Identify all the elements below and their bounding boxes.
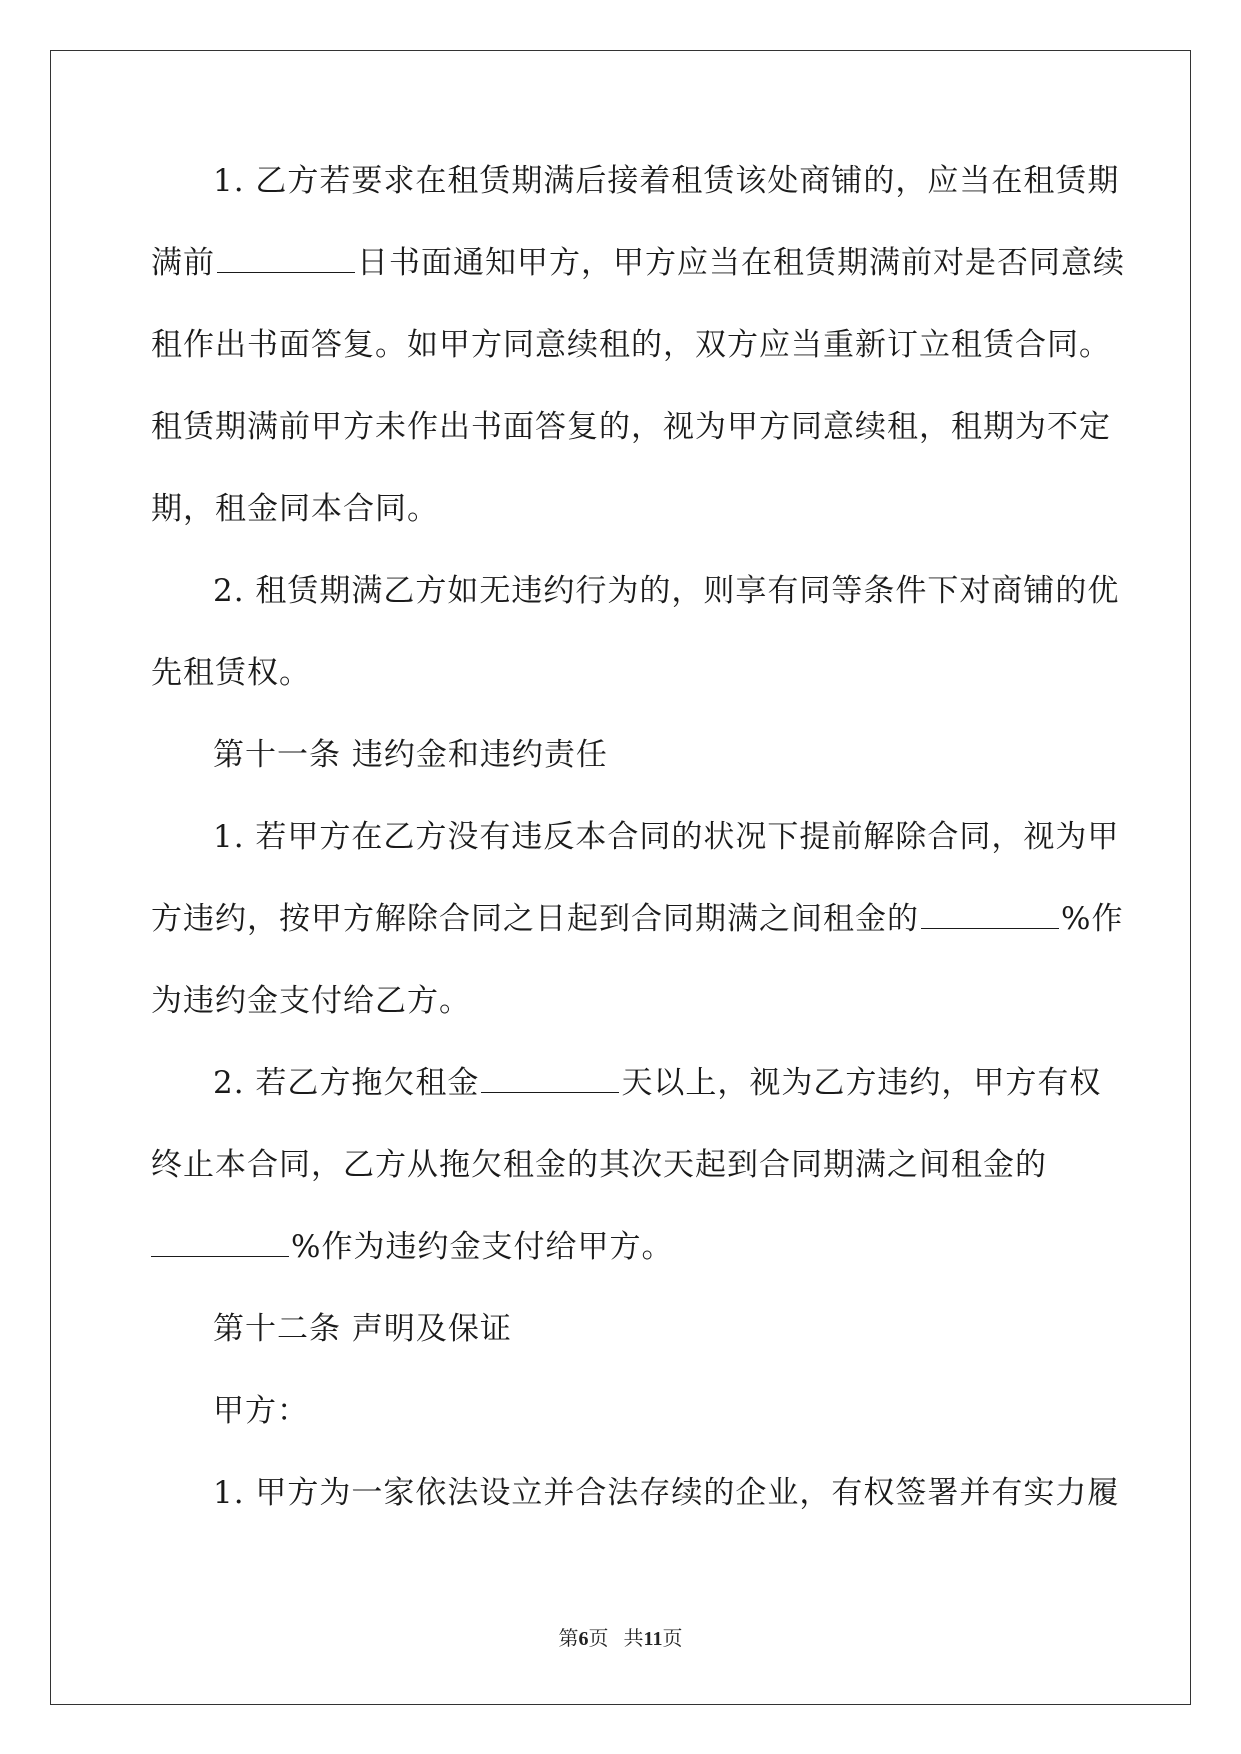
text-fragment: 2. 若乙方拖欠租金 (213, 1065, 480, 1101)
paragraph-line: 终止本合同，乙方从拖欠租金的其次天起到合同期满之间租金的 (151, 1147, 1047, 1183)
paragraph-line (151, 242, 1125, 324)
fill-blank[interactable] (481, 1062, 619, 1093)
footer-text: 第 (558, 1628, 579, 1650)
text-fragment: 方违约，按甲方解除合同之日起到合同期满之间租金的 (151, 901, 919, 937)
paragraph-line: 为违约金支付给乙方。 (151, 983, 471, 1019)
paragraph-line (151, 1226, 1091, 1308)
fill-blank[interactable] (217, 242, 355, 273)
paragraph-line (151, 1062, 1102, 1144)
fill-blank[interactable] (921, 898, 1059, 929)
page-number: 6 (578, 1628, 589, 1650)
article-heading: 第十二条 声明及保证 (213, 1311, 512, 1347)
text-fragment: 天以上，视为乙方违约，甲方有权 (621, 1065, 1102, 1101)
footer-text: 页 (662, 1628, 683, 1650)
party-label: 甲方： (213, 1393, 309, 1429)
paragraph-line: 1. 若甲方在乙方没有违反本合同的状况下提前解除合同，视为甲 (213, 819, 1120, 855)
article-heading: 第十一条 违约金和违约责任 (213, 737, 608, 773)
paragraph-line: 2. 租赁期满乙方如无违约行为的，则享有同等条件下对商铺的优 (213, 573, 1120, 609)
text-fragment: 日书面通知甲方，甲方应当在租赁期满前对是否同意续 (357, 245, 1125, 281)
paragraph-line: 1. 甲方为一家依法设立并合法存续的企业，有权签署并有实力履 (213, 1475, 1120, 1511)
text-fragment: 满前 (151, 245, 215, 281)
paragraph-line: 先租赁权。 (151, 655, 311, 691)
total-pages: 11 (643, 1628, 663, 1650)
paragraph-line (151, 898, 1124, 980)
paragraph-line: 1. 乙方若要求在租赁期满后接着租赁该处商铺的，应当在租赁期 (213, 163, 1120, 199)
text-fragment: %作 (1061, 901, 1124, 937)
footer-text: 页 共 (588, 1628, 644, 1650)
paragraph-line: 租赁期满前甲方未作出书面答复的，视为甲方同意续租，租期为不定 (151, 409, 1111, 445)
paragraph-line: 租作出书面答复。如甲方同意续租的，双方应当重新订立租赁合同。 (151, 327, 1111, 363)
page-footer (0, 1622, 1241, 1651)
text-fragment: %作为违约金支付给甲方。 (291, 1229, 674, 1265)
document-body (151, 160, 1125, 1554)
fill-blank[interactable] (151, 1226, 289, 1257)
paragraph-line: 期，租金同本合同。 (151, 491, 439, 527)
